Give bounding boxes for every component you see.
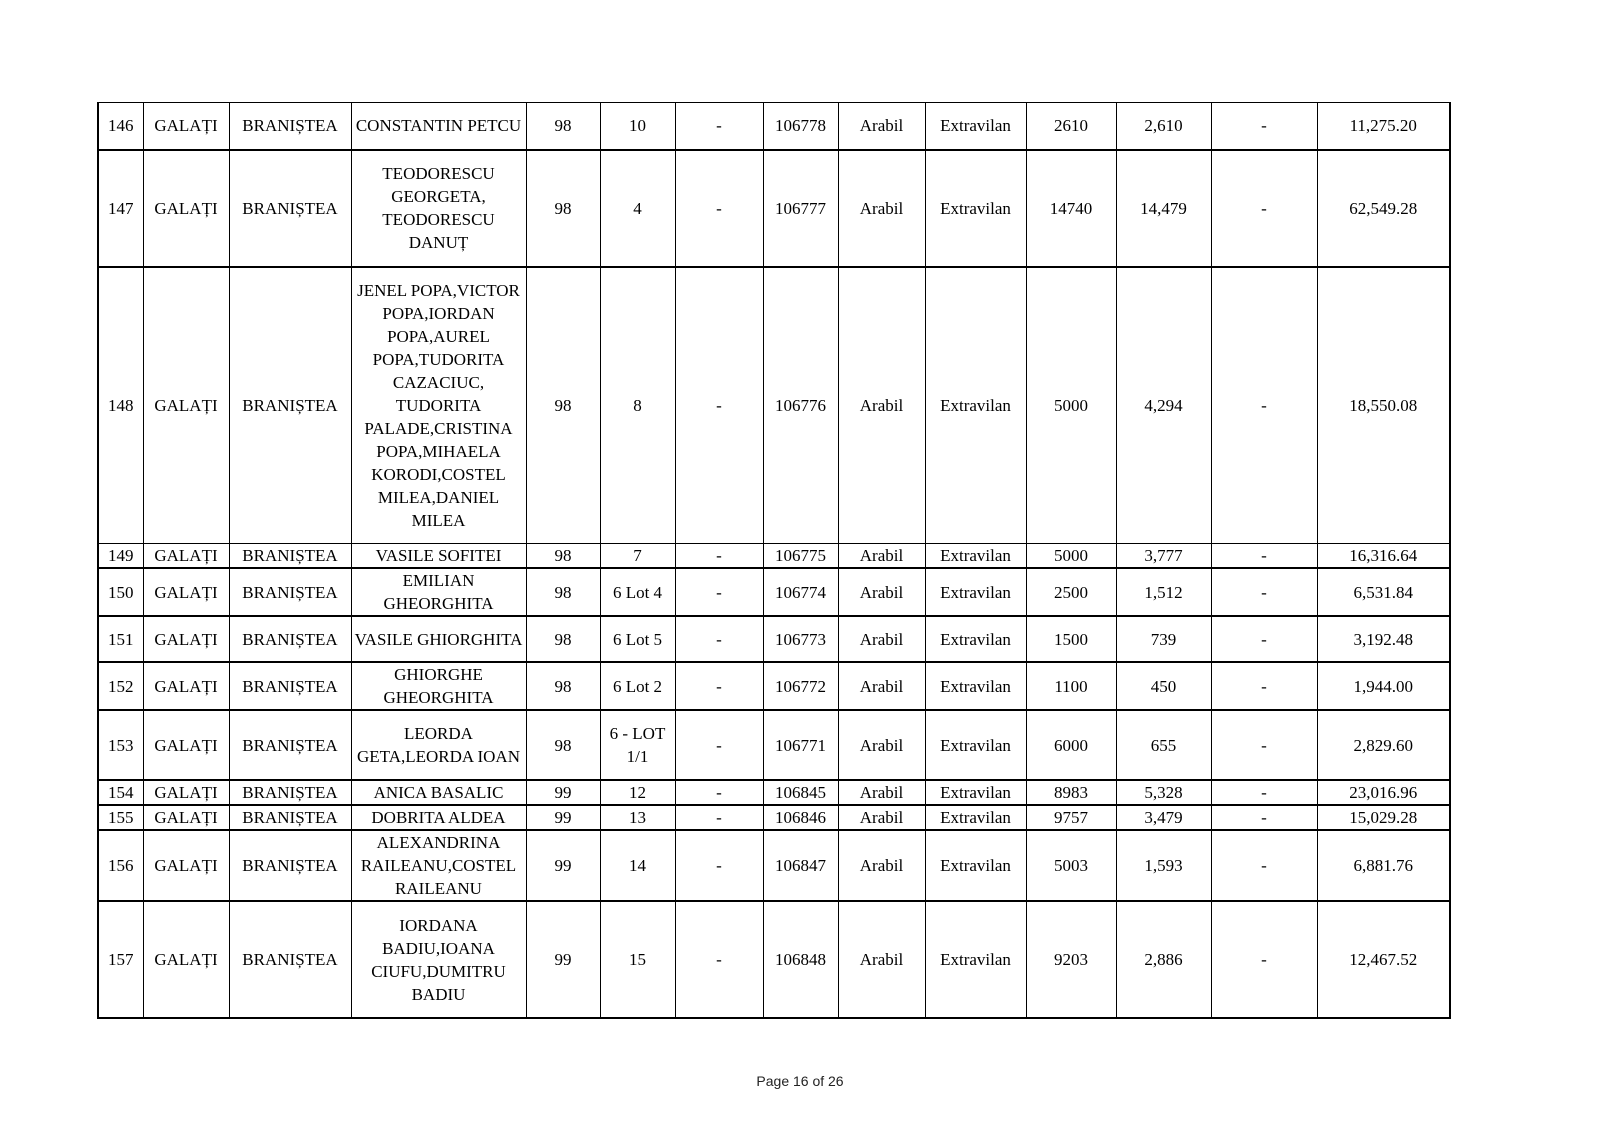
cell-parcela: 14: [600, 830, 675, 901]
table-row: [98, 267, 1450, 544]
cell-intravilan: Extravilan: [925, 805, 1026, 830]
cell-nr: 148: [98, 267, 143, 544]
cell-proprietar: ANICA BASALIC: [351, 780, 526, 805]
cell-cf: -: [675, 901, 763, 1018]
cell-suprafata-acte: 9203: [1026, 901, 1116, 1018]
cell-nr: 150: [98, 568, 143, 616]
cell-proprietar: VASILE GHIORGHITA: [351, 616, 526, 662]
cell-tarla: 98: [526, 544, 600, 569]
cell-proprietar: CONSTANTIN PETCU: [351, 103, 526, 150]
cell-cad: 106847: [763, 830, 838, 901]
cell-tarla: 98: [526, 710, 600, 780]
cell-cf: -: [675, 710, 763, 780]
cell-localitate: BRANIȘTEA: [229, 780, 351, 805]
cell-parcela: 12: [600, 780, 675, 805]
table-row: [98, 544, 1450, 569]
table-row: [98, 103, 1450, 150]
cell-suprafata-afectata: 2,610: [1116, 103, 1211, 150]
table-body: [98, 103, 1450, 1019]
cell-cf: -: [675, 267, 763, 544]
cell-valoare: 18,550.08: [1317, 267, 1450, 544]
cell-proprietar: JENEL POPA,VICTOR POPA,IORDAN POPA,AUREL POPA,TUDORITA CAZACIUC, TUDORITA PALADE,CRISTINA POPA,MIHAELA KORODI,COSTEL MILEA,DANIEL MILEA: [351, 267, 526, 544]
page-number: Page 16 of 26: [756, 1073, 844, 1089]
table-row: [98, 710, 1450, 780]
cell-proprietar: IORDANA BADIU,IOANA CIUFU,DUMITRU BADIU: [351, 901, 526, 1018]
cell-intravilan: Extravilan: [925, 830, 1026, 901]
cell-categorie: Arabil: [838, 150, 925, 267]
cell-proprietar: EMILIAN GHEORGHITA: [351, 568, 526, 616]
cell-localitate: BRANIȘTEA: [229, 830, 351, 901]
cell-tarla: 98: [526, 616, 600, 662]
cell-localitate: BRANIȘTEA: [229, 710, 351, 780]
cell-parcela: 10: [600, 103, 675, 150]
cell-cf: -: [675, 805, 763, 830]
cell-tarla: 98: [526, 150, 600, 267]
cell-suprafata-afectata: 739: [1116, 616, 1211, 662]
cell-localitate: BRANIȘTEA: [229, 901, 351, 1018]
cell-judet: GALAȚI: [143, 568, 229, 616]
cell-judet: GALAȚI: [143, 267, 229, 544]
cell-proprietar: VASILE SOFITEI: [351, 544, 526, 569]
cell-tarla: 99: [526, 901, 600, 1018]
cell-categorie: Arabil: [838, 662, 925, 710]
cell-parcela: 13: [600, 805, 675, 830]
cell-categorie: Arabil: [838, 805, 925, 830]
cell-cad: 106775: [763, 544, 838, 569]
cell-suprafata-afectata: 3,479: [1116, 805, 1211, 830]
cell-localitate: BRANIȘTEA: [229, 267, 351, 544]
cell-col13: -: [1211, 544, 1317, 569]
cell-localitate: BRANIȘTEA: [229, 150, 351, 267]
cell-suprafata-afectata: 4,294: [1116, 267, 1211, 544]
cell-col13: -: [1211, 267, 1317, 544]
cell-nr: 156: [98, 830, 143, 901]
cell-col13: -: [1211, 901, 1317, 1018]
cell-categorie: Arabil: [838, 780, 925, 805]
table-row: [98, 780, 1450, 805]
cell-valoare: 15,029.28: [1317, 805, 1450, 830]
cell-suprafata-afectata: 5,328: [1116, 780, 1211, 805]
cell-tarla: 98: [526, 103, 600, 150]
cell-col13: -: [1211, 830, 1317, 901]
cell-intravilan: Extravilan: [925, 616, 1026, 662]
cell-categorie: Arabil: [838, 901, 925, 1018]
cell-cad: 106778: [763, 103, 838, 150]
cell-valoare: 3,192.48: [1317, 616, 1450, 662]
cell-intravilan: Extravilan: [925, 662, 1026, 710]
cell-col13: -: [1211, 150, 1317, 267]
cell-judet: GALAȚI: [143, 544, 229, 569]
cell-col13: -: [1211, 662, 1317, 710]
cell-tarla: 99: [526, 830, 600, 901]
cell-col13: -: [1211, 568, 1317, 616]
cell-parcela: 6 Lot 5: [600, 616, 675, 662]
cell-nr: 154: [98, 780, 143, 805]
cell-intravilan: Extravilan: [925, 103, 1026, 150]
cell-parcela: 6 - LOT 1/1: [600, 710, 675, 780]
cell-judet: GALAȚI: [143, 710, 229, 780]
cell-suprafata-afectata: 2,886: [1116, 901, 1211, 1018]
cell-judet: GALAȚI: [143, 662, 229, 710]
table-row: [98, 616, 1450, 662]
cell-valoare: 12,467.52: [1317, 901, 1450, 1018]
cell-nr: 152: [98, 662, 143, 710]
cell-judet: GALAȚI: [143, 901, 229, 1018]
cell-suprafata-acte: 5000: [1026, 267, 1116, 544]
cell-judet: GALAȚI: [143, 103, 229, 150]
table-row: [98, 662, 1450, 710]
land-parcels-table: [97, 102, 1451, 1019]
cell-suprafata-acte: 9757: [1026, 805, 1116, 830]
cell-cf: -: [675, 544, 763, 569]
cell-intravilan: Extravilan: [925, 150, 1026, 267]
cell-suprafata-acte: 8983: [1026, 780, 1116, 805]
cell-cad: 106776: [763, 267, 838, 544]
cell-categorie: Arabil: [838, 616, 925, 662]
cell-parcela: 8: [600, 267, 675, 544]
cell-judet: GALAȚI: [143, 805, 229, 830]
cell-valoare: 1,944.00: [1317, 662, 1450, 710]
cell-categorie: Arabil: [838, 830, 925, 901]
cell-judet: GALAȚI: [143, 616, 229, 662]
cell-cf: -: [675, 103, 763, 150]
cell-localitate: BRANIȘTEA: [229, 662, 351, 710]
cell-localitate: BRANIȘTEA: [229, 544, 351, 569]
cell-suprafata-acte: 2500: [1026, 568, 1116, 616]
cell-cad: 106848: [763, 901, 838, 1018]
cell-tarla: 98: [526, 267, 600, 544]
cell-suprafata-acte: 6000: [1026, 710, 1116, 780]
table-row: [98, 150, 1450, 267]
cell-parcela: 7: [600, 544, 675, 569]
cell-nr: 153: [98, 710, 143, 780]
table-row: [98, 805, 1450, 830]
cell-parcela: 6 Lot 4: [600, 568, 675, 616]
cell-categorie: Arabil: [838, 710, 925, 780]
cell-cad: 106845: [763, 780, 838, 805]
cell-valoare: 2,829.60: [1317, 710, 1450, 780]
cell-localitate: BRANIȘTEA: [229, 103, 351, 150]
cell-intravilan: Extravilan: [925, 267, 1026, 544]
cell-suprafata-afectata: 450: [1116, 662, 1211, 710]
cell-cf: -: [675, 780, 763, 805]
cell-tarla: 98: [526, 662, 600, 710]
table-row: [98, 568, 1450, 616]
table-row: [98, 830, 1450, 901]
cell-suprafata-acte: 1100: [1026, 662, 1116, 710]
cell-proprietar: GHIORGHE GHEORGHITA: [351, 662, 526, 710]
cell-cf: -: [675, 830, 763, 901]
cell-cad: 106846: [763, 805, 838, 830]
cell-col13: -: [1211, 805, 1317, 830]
cell-proprietar: DOBRITA ALDEA: [351, 805, 526, 830]
cell-suprafata-acte: 1500: [1026, 616, 1116, 662]
cell-parcela: 15: [600, 901, 675, 1018]
cell-nr: 151: [98, 616, 143, 662]
cell-nr: 146: [98, 103, 143, 150]
cell-valoare: 62,549.28: [1317, 150, 1450, 267]
cell-nr: 157: [98, 901, 143, 1018]
cell-tarla: 99: [526, 780, 600, 805]
cell-parcela: 6 Lot 2: [600, 662, 675, 710]
cell-nr: 155: [98, 805, 143, 830]
cell-cad: 106777: [763, 150, 838, 267]
cell-col13: -: [1211, 710, 1317, 780]
cell-tarla: 99: [526, 805, 600, 830]
cell-suprafata-afectata: 655: [1116, 710, 1211, 780]
cell-suprafata-acte: 14740: [1026, 150, 1116, 267]
cell-intravilan: Extravilan: [925, 568, 1026, 616]
cell-suprafata-acte: 5003: [1026, 830, 1116, 901]
cell-cad: 106773: [763, 616, 838, 662]
cell-cf: -: [675, 616, 763, 662]
cell-judet: GALAȚI: [143, 830, 229, 901]
table-row: [98, 901, 1450, 1018]
cell-proprietar: ALEXANDRINA RAILEANU,COSTEL RAILEANU: [351, 830, 526, 901]
cell-nr: 147: [98, 150, 143, 267]
cell-valoare: 16,316.64: [1317, 544, 1450, 569]
cell-valoare: 23,016.96: [1317, 780, 1450, 805]
cell-col13: -: [1211, 780, 1317, 805]
cell-cf: -: [675, 662, 763, 710]
cell-categorie: Arabil: [838, 267, 925, 544]
cell-suprafata-afectata: 1,512: [1116, 568, 1211, 616]
cell-cf: -: [675, 150, 763, 267]
cell-suprafata-acte: 5000: [1026, 544, 1116, 569]
cell-cf: -: [675, 568, 763, 616]
cell-suprafata-afectata: 3,777: [1116, 544, 1211, 569]
cell-proprietar: TEODORESCU GEORGETA, TEODORESCU DANUȚ: [351, 150, 526, 267]
cell-proprietar: LEORDA GETA,LEORDA IOAN: [351, 710, 526, 780]
cell-valoare: 6,531.84: [1317, 568, 1450, 616]
cell-judet: GALAȚI: [143, 150, 229, 267]
cell-cad: 106772: [763, 662, 838, 710]
cell-intravilan: Extravilan: [925, 901, 1026, 1018]
cell-valoare: 11,275.20: [1317, 103, 1450, 150]
cell-col13: -: [1211, 103, 1317, 150]
cell-localitate: BRANIȘTEA: [229, 805, 351, 830]
cell-intravilan: Extravilan: [925, 544, 1026, 569]
cell-nr: 149: [98, 544, 143, 569]
cell-intravilan: Extravilan: [925, 780, 1026, 805]
cell-valoare: 6,881.76: [1317, 830, 1450, 901]
cell-localitate: BRANIȘTEA: [229, 616, 351, 662]
cell-tarla: 98: [526, 568, 600, 616]
cell-categorie: Arabil: [838, 544, 925, 569]
cell-categorie: Arabil: [838, 103, 925, 150]
cell-parcela: 4: [600, 150, 675, 267]
cell-cad: 106771: [763, 710, 838, 780]
cell-suprafata-afectata: 1,593: [1116, 830, 1211, 901]
cell-suprafata-acte: 2610: [1026, 103, 1116, 150]
cell-col13: -: [1211, 616, 1317, 662]
cell-intravilan: Extravilan: [925, 710, 1026, 780]
cell-judet: GALAȚI: [143, 780, 229, 805]
cell-cad: 106774: [763, 568, 838, 616]
cell-suprafata-afectata: 14,479: [1116, 150, 1211, 267]
cell-categorie: Arabil: [838, 568, 925, 616]
cell-localitate: BRANIȘTEA: [229, 568, 351, 616]
